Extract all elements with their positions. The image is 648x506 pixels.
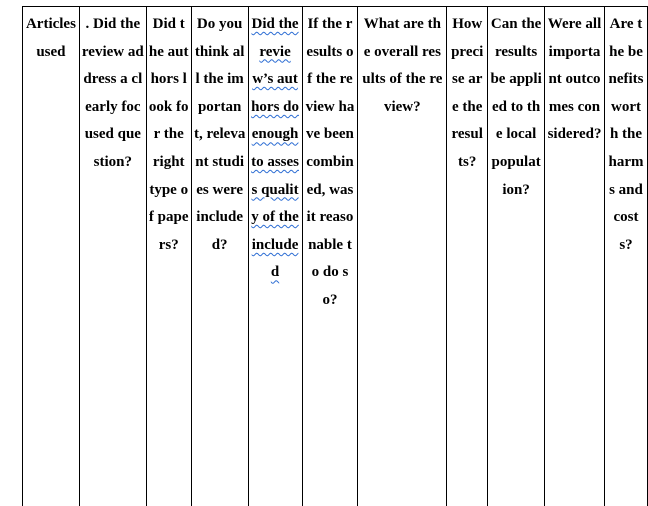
col-header-results-combined: If the results of the review have been combined, was it reasonable to do so?: [302, 7, 358, 506]
col-header-local-population: Can the results be applied to the local population?: [488, 7, 545, 506]
col-header-benefits-vs-harms: Are the benefits worth the harms and costs?: [604, 7, 647, 506]
col-header-overall-results: What are the overall results of the review?: [358, 7, 447, 506]
col-header-precision: How precise are the results?: [447, 7, 488, 506]
col-header-studies-included: Do you think all the important, relevant studies were included?: [191, 7, 248, 506]
appraisal-table: [22, 6, 648, 506]
col-header-articles-used: Articles used: [23, 7, 80, 506]
col-header-right-papers: Did the authors look for the right type of papers?: [146, 7, 191, 506]
col-header-assess-quality: Did the review’s authors do enough to assess quality of the included: [248, 7, 302, 506]
col-header-focused-question: . Did the review address a clearly focused question?: [79, 7, 146, 506]
header-row: [23, 7, 648, 506]
col-header-outcomes-considered: Were all important outcomes considered?: [545, 7, 605, 506]
